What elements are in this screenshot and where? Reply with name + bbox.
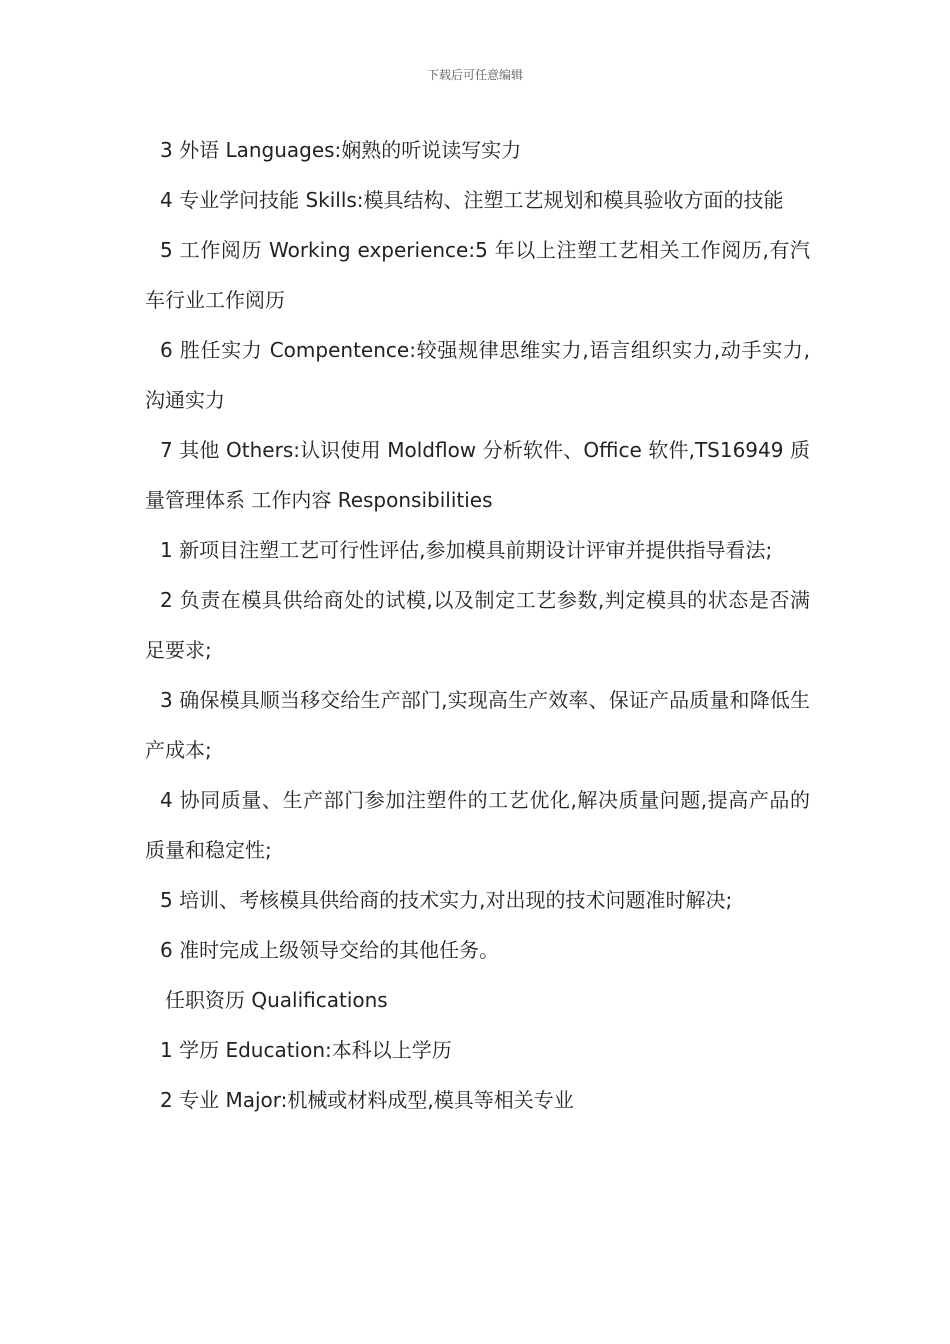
paragraph-responsibility-6: 6 准时完成上级领导交给的其他任务。 xyxy=(160,938,500,962)
paragraph-skills: 4 专业学问技能 Skills:模具结构、注塑工艺规划和模具验收方面的技能 xyxy=(160,188,784,212)
paragraph-others: 7 其他 Others:认识使用 Moldflow 分析软件、Office 软件,TS16949 质量管理体系 工作内容 Responsibilities xyxy=(145,438,810,512)
section-heading-qualifications: 任职资历 Qualifications xyxy=(165,988,388,1012)
paragraph-competence: 6 胜任实力 Compentence:较强规律思维实力,语言组织实力,动手实力,沟通实力 xyxy=(145,338,810,412)
paragraph-responsibility-3: 3 确保模具顺当移交给生产部门,实现高生产效率、保证产品质量和降低生产成本; xyxy=(145,688,810,762)
page-header: 下载后可任意编辑 xyxy=(426,68,523,82)
document-body xyxy=(145,125,810,1125)
paragraph-responsibility-5: 5 培训、考核模具供给商的技术实力,对出现的技术问题准时解决; xyxy=(160,888,733,912)
paragraph-responsibility-1: 1 新项目注塑工艺可行性评估,参加模具前期设计评审并提供指导看法; xyxy=(160,538,773,562)
paragraph-responsibility-4: 4 协同质量、生产部门参加注塑件的工艺优化,解决质量问题,提高产品的质量和稳定性; xyxy=(145,788,810,862)
paragraph-major: 2 专业 Major:机械或材料成型,模具等相关专业 xyxy=(160,1088,574,1112)
paragraph-education: 1 学历 Education:本科以上学历 xyxy=(160,1038,452,1062)
paragraph-experience: 5 工作阅历 Working experience:5 年以上注塑工艺相关工作阅历,有汽车行业工作阅历 xyxy=(145,238,810,312)
paragraph-languages: 3 外语 Languages:娴熟的听说读写实力 xyxy=(160,138,522,162)
paragraph-responsibility-2: 2 负责在模具供给商处的试模,以及制定工艺参数,判定模具的状态是否满足要求; xyxy=(145,588,810,662)
